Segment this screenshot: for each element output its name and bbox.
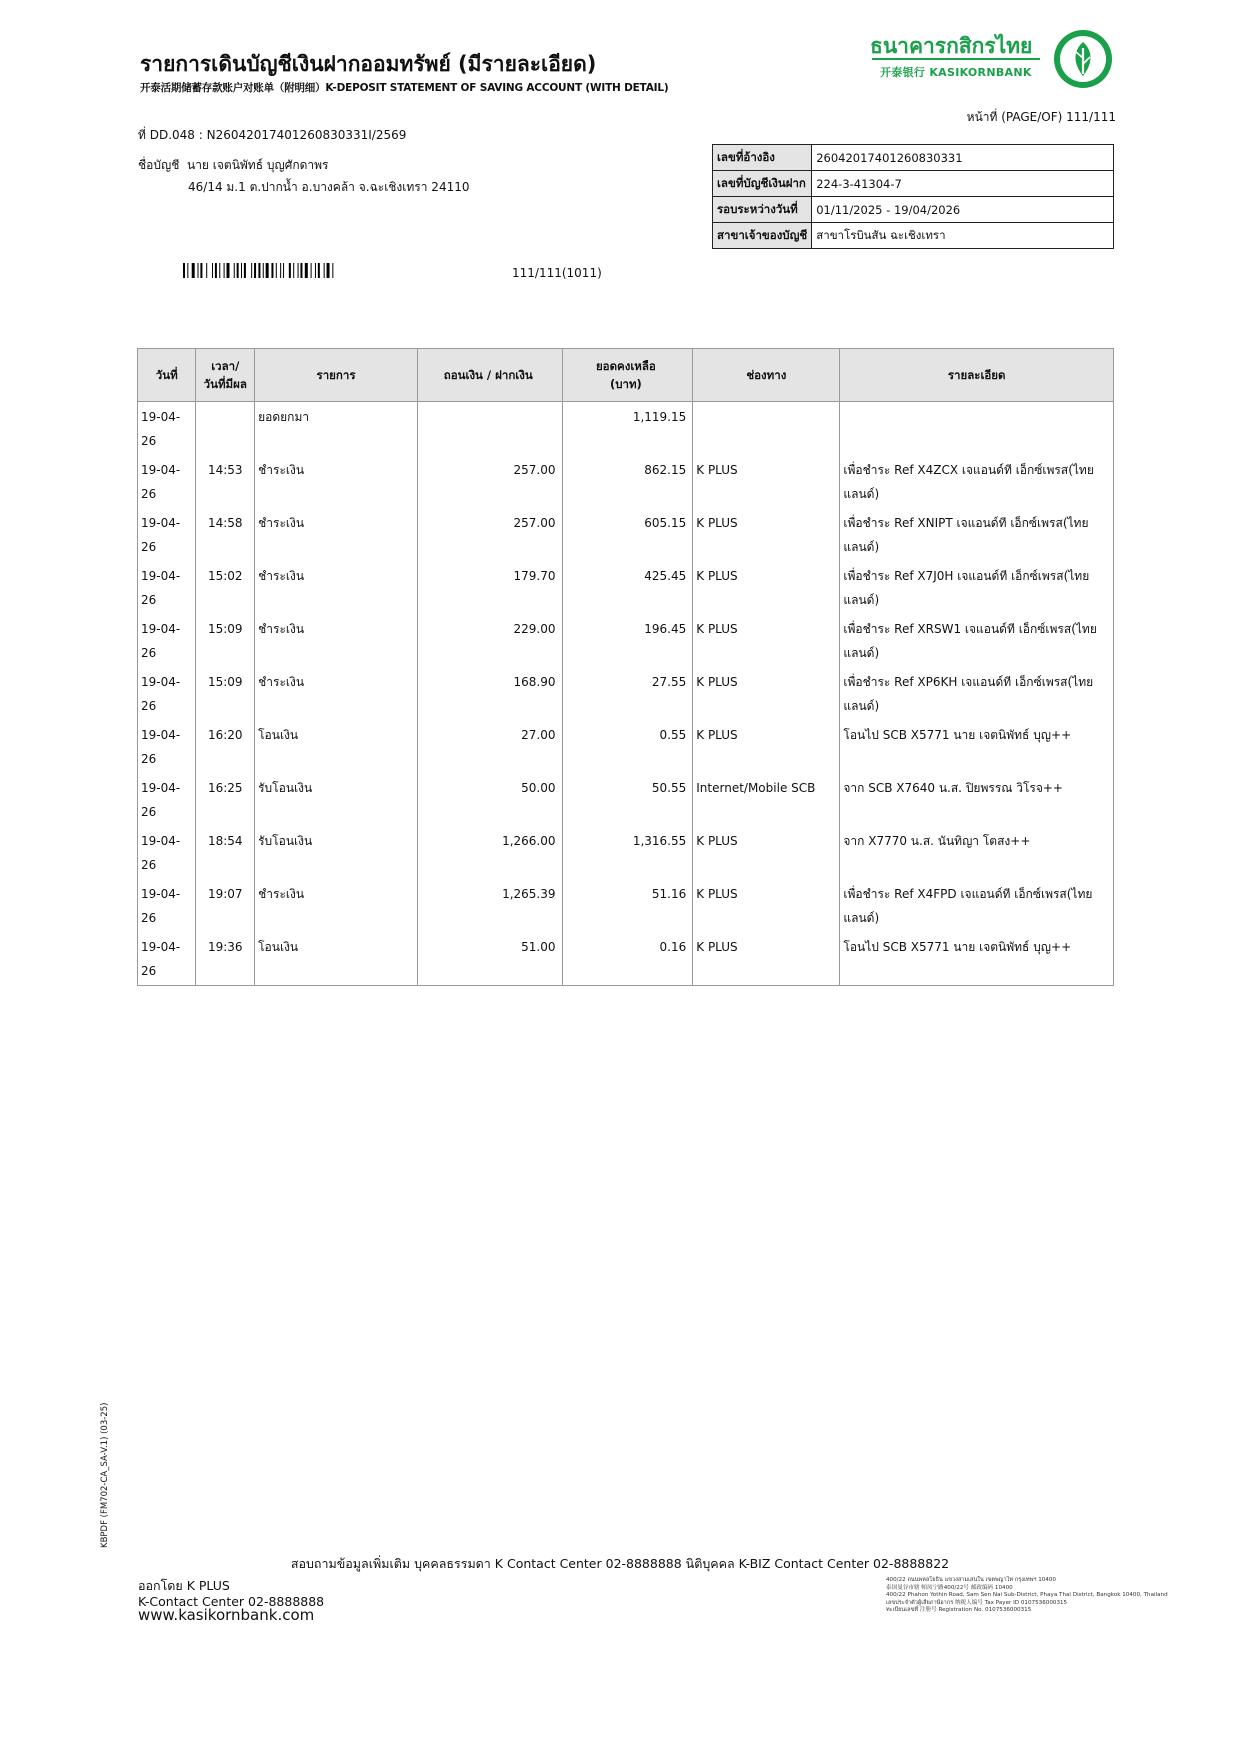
cell-detail <box>840 402 1114 456</box>
cell-channel: K PLUS <box>693 667 840 720</box>
cell-balance: 425.45 <box>562 561 693 614</box>
cell-time: 15:09 <box>196 614 255 667</box>
barcode-icon <box>183 263 388 278</box>
cell-description: ชำระเงิน <box>255 508 418 561</box>
cell-description: ชำระเงิน <box>255 614 418 667</box>
info-row <box>713 223 1114 249</box>
header-balance-line1: ยอดคงเหลือ <box>595 358 656 373</box>
cell-amount: 51.00 <box>417 932 562 986</box>
cell-channel: K PLUS <box>693 614 840 667</box>
barcode-number: 111/111(1011) <box>512 266 602 280</box>
cell-amount: 179.70 <box>417 561 562 614</box>
cell-detail: โอนไป SCB X5771 นาย เจตนิพัทธ์ บุญ++ <box>840 932 1114 986</box>
cell-amount: 257.00 <box>417 508 562 561</box>
table-row <box>138 455 1114 508</box>
cell-balance: 1,119.15 <box>562 402 693 456</box>
account-info-table <box>712 144 1114 249</box>
cell-description: ชำระเงิน <box>255 667 418 720</box>
cell-description: ชำระเงิน <box>255 561 418 614</box>
header-balance <box>562 349 693 402</box>
bank-address-line: 泰国曼谷市辖 帕凤宁路400/22号 邮政编码 10400 <box>886 1584 1013 1591</box>
transaction-table <box>137 348 1114 986</box>
bank-address-line: 400/22 ถนนพหลโยธิน แขวงสามเสนใน เขตพญาไท กรุงเทพฯ 10400 <box>886 1577 1056 1583</box>
cell-balance: 862.15 <box>562 455 693 508</box>
cell-time: 19:36 <box>196 932 255 986</box>
table-row <box>138 614 1114 667</box>
info-row <box>713 145 1114 171</box>
cell-amount: 257.00 <box>417 455 562 508</box>
cell-description: รับโอนเงิน <box>255 773 418 826</box>
bank-address-line: ทะเบียนเลขที่ 注册号 Registration No. 0107536000315 <box>886 1607 1032 1614</box>
page-number: หน้าที่ (PAGE/OF) 111/111 <box>966 110 1116 124</box>
cell-amount: 229.00 <box>417 614 562 667</box>
cell-date: 19-04-26 <box>138 402 196 456</box>
kasikorn-logo-icon <box>1052 28 1114 90</box>
cell-date: 19-04-26 <box>138 508 196 561</box>
header-channel: ช่องทาง <box>693 349 840 402</box>
cell-detail: เพื่อชำระ Ref XP6KH เจแอนด์ที เอ็กซ์เพรส(ไทย แลนด์) <box>840 667 1114 720</box>
header-description: รายการ <box>255 349 418 402</box>
cell-description: โอนเงิน <box>255 932 418 986</box>
header-detail: รายละเอียด <box>840 349 1114 402</box>
info-label: เลขที่บัญชีเงินฝาก <box>713 171 812 197</box>
cell-balance: 27.55 <box>562 667 693 720</box>
cell-date: 19-04-26 <box>138 773 196 826</box>
info-label: สาขาเจ้าของบัญชี <box>713 223 812 249</box>
table-row <box>138 826 1114 879</box>
cell-detail: เพื่อชำระ Ref X7J0H เจแอนด์ที เอ็กซ์เพรส(ไทย แลนด์) <box>840 561 1114 614</box>
cell-amount: 168.90 <box>417 667 562 720</box>
cell-description: ชำระเงิน <box>255 455 418 508</box>
statement-title-th: รายการเดินบัญชีเงินฝากออมทรัพย์ (มีรายละเอียด) <box>140 52 597 76</box>
cell-amount: 1,265.39 <box>417 879 562 932</box>
issued-by: ออกโดย K PLUS <box>138 1578 230 1593</box>
cell-balance: 0.55 <box>562 720 693 773</box>
cell-description: ชำระเงิน <box>255 879 418 932</box>
cell-time: 15:09 <box>196 667 255 720</box>
bank-name-th: ธนาคารกสิกรไทย <box>870 34 1033 58</box>
table-row <box>138 402 1114 456</box>
cell-balance: 1,316.55 <box>562 826 693 879</box>
header-amount: ถอนเงิน / ฝากเงิน <box>417 349 562 402</box>
table-row <box>138 879 1114 932</box>
info-value: 26042017401260830331 <box>812 145 1114 171</box>
cell-amount: 1,266.00 <box>417 826 562 879</box>
account-name: นาย เจตนิพัทธ์ บุญศักดาพร <box>186 158 329 172</box>
info-value: 01/11/2025 - 19/04/2026 <box>812 197 1114 223</box>
cell-date: 19-04-26 <box>138 455 196 508</box>
bank-address-block <box>886 1577 1168 1615</box>
header-time <box>196 349 255 402</box>
cell-description: รับโอนเงิน <box>255 826 418 879</box>
info-label: เลขที่อ้างอิง <box>713 145 812 171</box>
cell-date: 19-04-26 <box>138 826 196 879</box>
header-time-line1: เวลา/ <box>211 358 240 373</box>
cell-channel: K PLUS <box>693 561 840 614</box>
form-code: KBPDF (FM702-CA_SA-V.1) (03-25) <box>100 1402 110 1548</box>
cell-balance: 50.55 <box>562 773 693 826</box>
cell-detail: จาก X7770 น.ส. นันทิญา โตสง++ <box>840 826 1114 879</box>
cell-channel: K PLUS <box>693 879 840 932</box>
cell-time: 14:53 <box>196 455 255 508</box>
document-reference: ที่ DD.048 : N26042017401260830331I/2569 <box>138 128 407 142</box>
cell-date: 19-04-26 <box>138 879 196 932</box>
cell-channel: K PLUS <box>693 720 840 773</box>
table-row <box>138 932 1114 986</box>
cell-date: 19-04-26 <box>138 614 196 667</box>
cell-balance: 0.16 <box>562 932 693 986</box>
cell-channel: K PLUS <box>693 508 840 561</box>
info-value: 224-3-41304-7 <box>812 171 1114 197</box>
cell-description: ยอดยกมา <box>255 402 418 456</box>
table-row <box>138 667 1114 720</box>
cell-detail: โอนไป SCB X5771 นาย เจตนิพัทธ์ บุญ++ <box>840 720 1114 773</box>
cell-date: 19-04-26 <box>138 667 196 720</box>
table-row <box>138 561 1114 614</box>
cell-time: 14:58 <box>196 508 255 561</box>
info-row <box>713 197 1114 223</box>
cell-balance: 196.45 <box>562 614 693 667</box>
cell-date: 19-04-26 <box>138 561 196 614</box>
cell-amount <box>417 402 562 456</box>
info-label: รอบระหว่างวันที่ <box>713 197 812 223</box>
cell-detail: เพื่อชำระ Ref XRSW1 เจแอนด์ที เอ็กซ์เพรส(ไทย แลนด์) <box>840 614 1114 667</box>
cell-channel: K PLUS <box>693 826 840 879</box>
cell-channel <box>693 402 840 456</box>
table-row <box>138 508 1114 561</box>
account-address: 46/14 ม.1 ต.ปากน้ำ อ.บางคล้า จ.ฉะเชิงเทรา 24110 <box>188 180 470 194</box>
cell-channel: Internet/Mobile SCB <box>693 773 840 826</box>
contact-note: สอบถามข้อมูลเพิ่มเติม บุคคลธรรมดา K Contact Center 02-8888888 นิติบุคคล K-BIZ Contact Center 02-8888822 <box>290 1556 950 1571</box>
header-date: วันที่ <box>138 349 196 402</box>
header-balance-line2: (บาท) <box>609 377 642 391</box>
cell-balance: 605.15 <box>562 508 693 561</box>
cell-time: 19:07 <box>196 879 255 932</box>
cell-date: 19-04-26 <box>138 720 196 773</box>
bank-name-underline <box>872 58 1040 60</box>
cell-time: 15:02 <box>196 561 255 614</box>
account-holder <box>138 156 328 175</box>
cell-channel: K PLUS <box>693 455 840 508</box>
table-header-row <box>138 349 1114 402</box>
info-row <box>713 171 1114 197</box>
cell-amount: 50.00 <box>417 773 562 826</box>
cell-date: 19-04-26 <box>138 932 196 986</box>
cell-time: 16:20 <box>196 720 255 773</box>
cell-detail: เพื่อชำระ Ref X4FPD เจแอนด์ที เอ็กซ์เพรส(ไทย แลนด์) <box>840 879 1114 932</box>
cell-detail: เพื่อชำระ Ref XNIPT เจแอนด์ที เอ็กซ์เพรส(ไทย แลนด์) <box>840 508 1114 561</box>
cell-time: 18:54 <box>196 826 255 879</box>
info-value: สาขาโรบินสัน ฉะเชิงเทรา <box>812 223 1114 249</box>
cell-time: 16:25 <box>196 773 255 826</box>
account-name-label: ชื่อบัญชี <box>138 158 180 172</box>
bank-address-line: เลขประจำตัวผู้เสียภาษีอากร 纳税人编号 Tax Payer ID 0107536000315 <box>886 1599 1068 1606</box>
table-row <box>138 773 1114 826</box>
header-time-line2: วันที่มีผล <box>203 377 247 391</box>
website-link[interactable]: www.kasikornbank.com <box>138 1606 315 1624</box>
bank-address-line: 400/22 Phahon Yothin Road, Sam Sen Nai Sub-District, Phaya Thai District, Bangkok 10400, Thailand <box>886 1592 1168 1599</box>
cell-balance: 51.16 <box>562 879 693 932</box>
cell-detail: จาก SCB X7640 น.ส. ปิยพรรณ วิโรจ++ <box>840 773 1114 826</box>
statement-title-en: 开泰活期储蓄存款账户对账单（附明细）K-DEPOSIT STATEMENT OF SAVING ACCOUNT (WITH DETAIL) <box>140 82 669 94</box>
cell-detail: เพื่อชำระ Ref X4ZCX เจแอนด์ที เอ็กซ์เพรส(ไทย แลนด์) <box>840 455 1114 508</box>
cell-time <box>196 402 255 456</box>
cell-description: โอนเงิน <box>255 720 418 773</box>
cell-channel: K PLUS <box>693 932 840 986</box>
bank-name-en: 开泰银行 KASIKORNBANK <box>880 66 1032 79</box>
table-row <box>138 720 1114 773</box>
cell-amount: 27.00 <box>417 720 562 773</box>
contact-center: K-Contact Center 02-8888888 <box>138 1594 325 1609</box>
